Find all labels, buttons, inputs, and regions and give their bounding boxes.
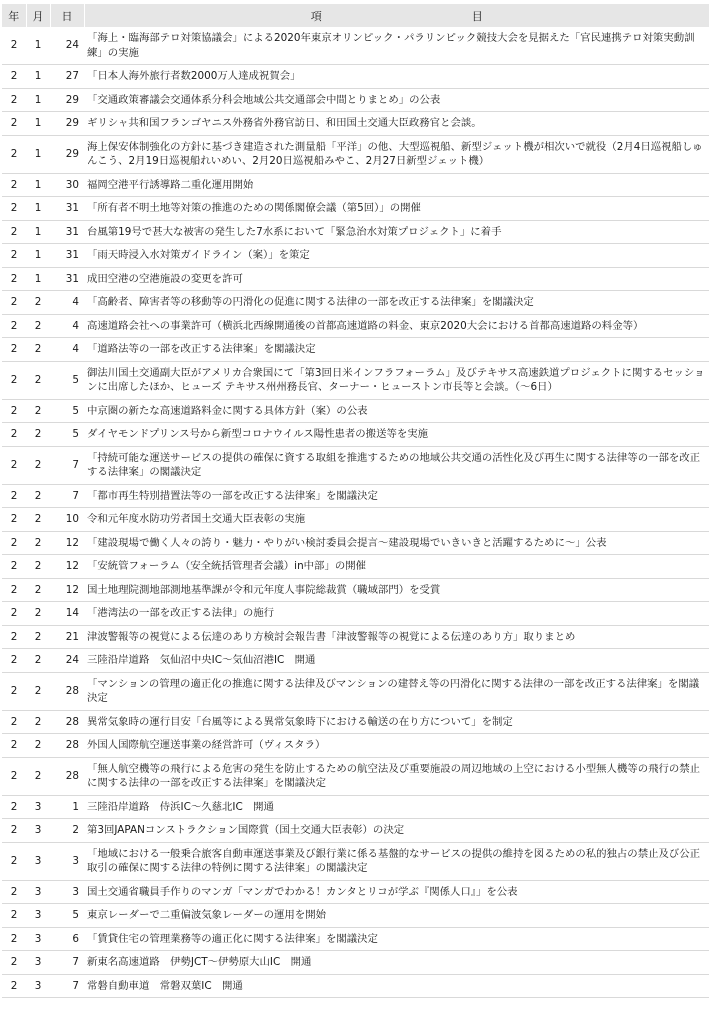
table-row bbox=[2, 112, 709, 136]
row-item-text: 常磐自動車道 常磐双葉IC 開通 bbox=[84, 974, 709, 998]
row-item-text: 「地域における一般乗合旅客自動車運送事業及び銀行業に係る基盤的なサービスの提供の維持を図るための私的独占の禁止及び公正取引の確保に関する法律の特例に関する法律案」の閣議決定 bbox=[84, 842, 709, 880]
row-item-text: 第3回JAPANコンストラクション国際賞（国土交通大臣表彰）の決定 bbox=[84, 819, 709, 843]
table-row bbox=[2, 446, 709, 484]
row-year: 2 bbox=[2, 361, 26, 399]
header-year: 年 bbox=[2, 4, 26, 27]
row-day: 21 bbox=[50, 625, 84, 649]
row-day: 31 bbox=[50, 197, 84, 221]
row-year: 2 bbox=[2, 625, 26, 649]
row-day: 4 bbox=[50, 291, 84, 315]
row-month: 3 bbox=[26, 927, 50, 951]
row-month: 3 bbox=[26, 842, 50, 880]
table-row bbox=[2, 135, 709, 173]
row-month: 2 bbox=[26, 314, 50, 338]
row-month: 1 bbox=[26, 112, 50, 136]
table-row bbox=[2, 795, 709, 819]
table-row bbox=[2, 314, 709, 338]
row-item-text: 高速道路会社への事業許可（横浜北西線開通後の首都高速道路の料金、東京2020大会における首都高速道路の料金等） bbox=[84, 314, 709, 338]
row-day: 28 bbox=[50, 672, 84, 710]
row-day: 7 bbox=[50, 446, 84, 484]
row-month: 2 bbox=[26, 734, 50, 758]
row-month: 3 bbox=[26, 974, 50, 998]
table-row bbox=[2, 904, 709, 928]
row-month: 3 bbox=[26, 951, 50, 975]
row-month: 1 bbox=[26, 197, 50, 221]
row-year: 2 bbox=[2, 672, 26, 710]
row-item-text: 津波警報等の視覚による伝達のあり方検討会報告書「津波警報等の視覚による伝達のあり方」取りまとめ bbox=[84, 625, 709, 649]
row-item-text: 東京レーダーで二重偏波気象レーダーの運用を開始 bbox=[84, 904, 709, 928]
table-row bbox=[2, 399, 709, 423]
table-row bbox=[2, 423, 709, 447]
row-month: 3 bbox=[26, 819, 50, 843]
table-row bbox=[2, 197, 709, 221]
row-item-text: 「建設現場で働く人々の誇り・魅力・やりがい検討委員会提言～建設現場でいきいきと活躍するために～」公表 bbox=[84, 531, 709, 555]
row-item-text: 「港湾法の一部を改正する法律」の施行 bbox=[84, 602, 709, 626]
table-row bbox=[2, 974, 709, 998]
row-month: 2 bbox=[26, 338, 50, 362]
row-year: 2 bbox=[2, 338, 26, 362]
row-day: 7 bbox=[50, 951, 84, 975]
table-row bbox=[2, 267, 709, 291]
row-month: 1 bbox=[26, 27, 50, 65]
table-row bbox=[2, 244, 709, 268]
row-year: 2 bbox=[2, 88, 26, 112]
row-item-text: 国土地理院測地部測地基準課が令和元年度人事院総裁賞（職域部門）を受賞 bbox=[84, 578, 709, 602]
row-item-text: 外国人国際航空運送事業の経営許可（ヴィスタラ） bbox=[84, 734, 709, 758]
row-item-text: 「道路法等の一部を改正する法律案」を閣議決定 bbox=[84, 338, 709, 362]
table-header-row bbox=[2, 4, 709, 27]
header-day: 日 bbox=[50, 4, 84, 27]
row-year: 2 bbox=[2, 880, 26, 904]
table-row bbox=[2, 602, 709, 626]
row-item-text: 新東名高速道路 伊勢JCT～伊勢原大山IC 開通 bbox=[84, 951, 709, 975]
row-year: 2 bbox=[2, 220, 26, 244]
row-year: 2 bbox=[2, 508, 26, 532]
row-year: 2 bbox=[2, 267, 26, 291]
row-year: 2 bbox=[2, 927, 26, 951]
row-year: 2 bbox=[2, 446, 26, 484]
row-item-text: 「安統管フォーラム（安全統括管理者会議）in中部」の開催 bbox=[84, 555, 709, 579]
table-row bbox=[2, 484, 709, 508]
row-month: 2 bbox=[26, 291, 50, 315]
row-year: 2 bbox=[2, 173, 26, 197]
row-day: 3 bbox=[50, 842, 84, 880]
table-row bbox=[2, 338, 709, 362]
row-year: 2 bbox=[2, 291, 26, 315]
row-day: 31 bbox=[50, 220, 84, 244]
table-row bbox=[2, 65, 709, 89]
table-row bbox=[2, 220, 709, 244]
row-day: 5 bbox=[50, 904, 84, 928]
row-day: 27 bbox=[50, 65, 84, 89]
row-day: 6 bbox=[50, 927, 84, 951]
row-item-text: ダイヤモンドプリンス号から新型コロナウイルス陽性患者の搬送等を実施 bbox=[84, 423, 709, 447]
row-year: 2 bbox=[2, 819, 26, 843]
row-month: 1 bbox=[26, 65, 50, 89]
table-row bbox=[2, 625, 709, 649]
row-year: 2 bbox=[2, 757, 26, 795]
row-year: 2 bbox=[2, 904, 26, 928]
table-row bbox=[2, 734, 709, 758]
row-year: 2 bbox=[2, 197, 26, 221]
row-day: 4 bbox=[50, 338, 84, 362]
row-item-text: 海上保安体制強化の方針に基づき建造された測量船「平洋」の他、大型巡視船、新型ジェット機が相次いで就役（2月4日巡視船しゅんこう、2月19日巡視船れいめい、2月20日巡視船みやこ、2月27日新型ジェット機） bbox=[84, 135, 709, 173]
row-month: 2 bbox=[26, 625, 50, 649]
row-day: 28 bbox=[50, 710, 84, 734]
row-day: 5 bbox=[50, 399, 84, 423]
table-row bbox=[2, 757, 709, 795]
row-day: 2 bbox=[50, 819, 84, 843]
row-item-text: 「マンションの管理の適正化の推進に関する法律及びマンションの建替え等の円滑化に関する法律の一部を改正する法律案」を閣議決定 bbox=[84, 672, 709, 710]
row-year: 2 bbox=[2, 795, 26, 819]
row-item-text: 「所有者不明土地等対策の推進のための関係閣僚会議（第5回）」の開催 bbox=[84, 197, 709, 221]
row-year: 2 bbox=[2, 555, 26, 579]
row-month: 3 bbox=[26, 904, 50, 928]
row-item-text: 「海上・臨海部テロ対策協議会」による2020年東京オリンピック・パラリンピック競技大会を見据えた「官民連携テロ対策実動訓練」の実施 bbox=[84, 27, 709, 65]
row-month: 2 bbox=[26, 602, 50, 626]
row-day: 7 bbox=[50, 974, 84, 998]
row-day: 4 bbox=[50, 314, 84, 338]
row-item-text: 「高齢者、障害者等の移動等の円滑化の促進に関する法律の一部を改正する法律案」を閣議決定 bbox=[84, 291, 709, 315]
row-month: 3 bbox=[26, 795, 50, 819]
row-day: 29 bbox=[50, 112, 84, 136]
row-year: 2 bbox=[2, 112, 26, 136]
row-month: 2 bbox=[26, 361, 50, 399]
table-row bbox=[2, 578, 709, 602]
header-item-a: 項 bbox=[310, 9, 322, 23]
table-row bbox=[2, 927, 709, 951]
row-day: 3 bbox=[50, 880, 84, 904]
row-day: 29 bbox=[50, 135, 84, 173]
row-year: 2 bbox=[2, 710, 26, 734]
header-item bbox=[84, 4, 709, 27]
row-month: 2 bbox=[26, 672, 50, 710]
table-body bbox=[2, 27, 709, 998]
row-year: 2 bbox=[2, 65, 26, 89]
row-day: 5 bbox=[50, 423, 84, 447]
row-item-text: 三陸沿岸道路 気仙沼中央IC～気仙沼港IC 開通 bbox=[84, 649, 709, 673]
row-day: 24 bbox=[50, 649, 84, 673]
row-year: 2 bbox=[2, 734, 26, 758]
table-row bbox=[2, 951, 709, 975]
row-month: 2 bbox=[26, 649, 50, 673]
row-item-text: 「交通政策審議会交通体系分科会地域公共交通部会中間とりまとめ」の公表 bbox=[84, 88, 709, 112]
row-item-text: 「賃貸住宅の管理業務等の適正化に関する法律案」を閣議決定 bbox=[84, 927, 709, 951]
row-month: 1 bbox=[26, 88, 50, 112]
row-month: 1 bbox=[26, 135, 50, 173]
row-item-text: 異常気象時の運行目安「台風等による異常気象時下における輸送の在り方について」を制定 bbox=[84, 710, 709, 734]
row-month: 1 bbox=[26, 267, 50, 291]
row-year: 2 bbox=[2, 423, 26, 447]
row-year: 2 bbox=[2, 951, 26, 975]
row-item-text: 台風第19号で甚大な被害の発生した7水系において「緊急治水対策プロジェクト」に着手 bbox=[84, 220, 709, 244]
table-row bbox=[2, 173, 709, 197]
row-month: 2 bbox=[26, 446, 50, 484]
row-day: 12 bbox=[50, 578, 84, 602]
row-year: 2 bbox=[2, 602, 26, 626]
table-row bbox=[2, 88, 709, 112]
table-row bbox=[2, 672, 709, 710]
row-month: 2 bbox=[26, 578, 50, 602]
row-day: 7 bbox=[50, 484, 84, 508]
row-day: 5 bbox=[50, 361, 84, 399]
header-item-b: 目 bbox=[471, 9, 483, 23]
row-month: 1 bbox=[26, 244, 50, 268]
row-month: 2 bbox=[26, 484, 50, 508]
row-item-text: 「持続可能な運送サービスの提供の確保に資する取組を推進するための地域公共交通の活性化及び再生に関する法律等の一部を改正する法律案」の閣議決定 bbox=[84, 446, 709, 484]
row-item-text: 「無人航空機等の飛行による危害の発生を防止するための航空法及び重要施設の周辺地域の上空における小型無人機等の飛行の禁止に関する法律の一部を改正する法律案」を閣議決定 bbox=[84, 757, 709, 795]
row-item-text: 成田空港の空港施設の変更を許可 bbox=[84, 267, 709, 291]
row-day: 30 bbox=[50, 173, 84, 197]
row-year: 2 bbox=[2, 244, 26, 268]
row-year: 2 bbox=[2, 578, 26, 602]
row-item-text: 国土交通省職員手作りのマンガ「マンガでわかる！カンタとリコが学ぶ『関係人口』」を公表 bbox=[84, 880, 709, 904]
row-day: 31 bbox=[50, 244, 84, 268]
row-year: 2 bbox=[2, 27, 26, 65]
row-year: 2 bbox=[2, 484, 26, 508]
row-item-text: 福岡空港平行誘導路二重化運用開始 bbox=[84, 173, 709, 197]
row-year: 2 bbox=[2, 314, 26, 338]
row-year: 2 bbox=[2, 531, 26, 555]
table-row bbox=[2, 508, 709, 532]
row-day: 12 bbox=[50, 531, 84, 555]
row-item-text: 「雨天時浸入水対策ガイドライン（案）」を策定 bbox=[84, 244, 709, 268]
row-month: 1 bbox=[26, 173, 50, 197]
row-year: 2 bbox=[2, 974, 26, 998]
row-day: 28 bbox=[50, 734, 84, 758]
row-month: 2 bbox=[26, 555, 50, 579]
row-year: 2 bbox=[2, 135, 26, 173]
row-day: 14 bbox=[50, 602, 84, 626]
row-item-text: 令和元年度水防功労者国土交通大臣表彰の実施 bbox=[84, 508, 709, 532]
row-month: 1 bbox=[26, 220, 50, 244]
row-item-text: 御法川国土交通副大臣がアメリカ合衆国にて「第3回日米インフラフォーラム」及びテキサス高速鉄道プロジェクトに関するセッションに出席したほか、ヒューズ テキサス州州務長官、ターナー・ヒューストン市長等と会談。（～6日） bbox=[84, 361, 709, 399]
table-row bbox=[2, 649, 709, 673]
table-row bbox=[2, 555, 709, 579]
table-row bbox=[2, 531, 709, 555]
row-month: 2 bbox=[26, 531, 50, 555]
row-day: 12 bbox=[50, 555, 84, 579]
table-row bbox=[2, 842, 709, 880]
row-item-text: 「日本人海外旅行者数2000万人達成祝賀会」 bbox=[84, 65, 709, 89]
row-month: 2 bbox=[26, 710, 50, 734]
row-day: 10 bbox=[50, 508, 84, 532]
row-item-text: 中京圏の新たな高速道路料金に関する具体方針（案）の公表 bbox=[84, 399, 709, 423]
header-month: 月 bbox=[26, 4, 50, 27]
row-month: 2 bbox=[26, 399, 50, 423]
table-row bbox=[2, 880, 709, 904]
row-item-text: ギリシャ共和国フランゴヤニス外務省外務官訪日、和田国土交通大臣政務官と会談。 bbox=[84, 112, 709, 136]
row-day: 1 bbox=[50, 795, 84, 819]
row-day: 29 bbox=[50, 88, 84, 112]
row-month: 3 bbox=[26, 880, 50, 904]
row-year: 2 bbox=[2, 842, 26, 880]
row-year: 2 bbox=[2, 399, 26, 423]
chronology-table bbox=[2, 4, 709, 998]
row-day: 31 bbox=[50, 267, 84, 291]
table-row bbox=[2, 819, 709, 843]
row-year: 2 bbox=[2, 649, 26, 673]
table-row bbox=[2, 27, 709, 65]
table-row bbox=[2, 361, 709, 399]
row-month: 2 bbox=[26, 757, 50, 795]
table-row bbox=[2, 291, 709, 315]
row-day: 24 bbox=[50, 27, 84, 65]
table-row bbox=[2, 710, 709, 734]
row-item-text: 「都市再生特別措置法等の一部を改正する法律案」を閣議決定 bbox=[84, 484, 709, 508]
row-month: 2 bbox=[26, 508, 50, 532]
row-day: 28 bbox=[50, 757, 84, 795]
row-month: 2 bbox=[26, 423, 50, 447]
row-item-text: 三陸沿岸道路 侍浜IC～久慈北IC 開通 bbox=[84, 795, 709, 819]
